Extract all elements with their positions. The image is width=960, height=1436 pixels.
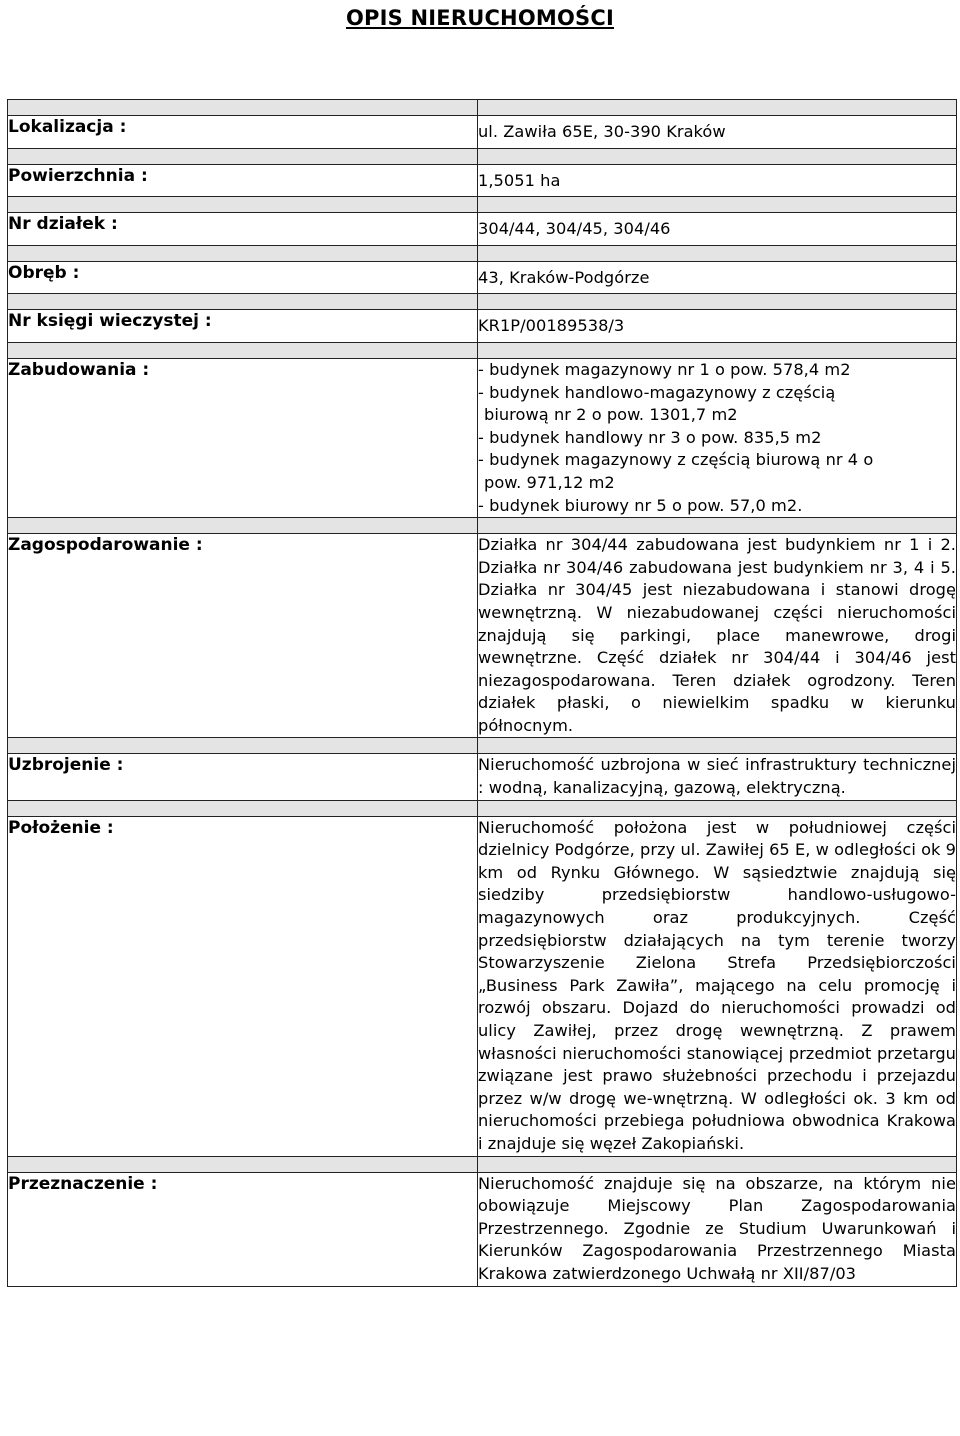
row-ksiega	[8, 310, 957, 343]
value-zabudowania	[478, 358, 957, 517]
row-zabudowania	[8, 358, 957, 517]
label-uzbrojenie: Uzbrojenie :	[8, 754, 478, 800]
spacer-row	[8, 342, 957, 358]
value-uzbrojenie: Nieruchomość uzbrojona w sieć infrastruktury technicznej : wodną, kanalizacyjną, gazową, elektryczną.	[478, 754, 957, 800]
row-powierzchnia	[8, 164, 957, 197]
label-obreb: Obręb :	[8, 261, 478, 294]
spacer-row	[8, 148, 957, 164]
spacer-row	[8, 518, 957, 534]
row-obreb	[8, 261, 957, 294]
row-zagospodarowanie	[8, 534, 957, 738]
label-powierzchnia: Powierzchnia :	[8, 164, 478, 197]
label-lokalizacja: Lokalizacja :	[8, 116, 478, 149]
label-przeznaczenie: Przeznaczenie :	[8, 1172, 478, 1286]
row-lokalizacja	[8, 116, 957, 149]
value-nr-dzialek: 304/44, 304/45, 304/46	[478, 213, 957, 246]
building-line: - budynek handlowo-magazynowy z częścią	[478, 382, 836, 402]
spacer-row	[8, 800, 957, 816]
label-ksiega: Nr księgi wieczystej :	[8, 310, 478, 343]
value-lokalizacja: ul. Zawiła 65E, 30-390 Kraków	[478, 116, 957, 149]
building-line: biurową nr 2 o pow. 1301,7 m2	[484, 405, 738, 425]
label-zabudowania: Zabudowania :	[8, 358, 478, 517]
spacer-row	[8, 294, 957, 310]
label-zagospodarowanie: Zagospodarowanie :	[8, 534, 478, 738]
row-nr-dzialek	[8, 213, 957, 246]
spacer-row	[8, 1156, 957, 1172]
row-polozenie	[8, 816, 957, 1156]
page-title: OPIS NIERUCHOMOŚCI	[346, 6, 614, 30]
value-przeznaczenie: Nieruchomość znajduje się na obszarze, na którym nie obowiązuje Miejscowy Plan Zagospodarowania Przestrzennego. Zgodnie ze Studium Uwarunkowań i Kierunków Zagospodarowania Przestrzennego Miasta Krakowa zatwierdzonego Uchwałą nr XII/87/03	[478, 1172, 957, 1286]
spacer-row	[8, 245, 957, 261]
value-powierzchnia: 1,5051 ha	[478, 164, 957, 197]
value-obreb: 43, Kraków-Podgórze	[478, 261, 957, 294]
property-table	[7, 99, 957, 1287]
spacer-row	[8, 738, 957, 754]
spacer-row	[8, 100, 957, 116]
value-ksiega: KR1P/00189538/3	[478, 310, 957, 343]
row-przeznaczenie	[8, 1172, 957, 1286]
label-nr-dzialek: Nr działek :	[8, 213, 478, 246]
label-polozenie: Położenie :	[8, 816, 478, 1156]
value-zagospodarowanie: Działka nr 304/44 zabudowana jest budynkiem nr 1 i 2. Działka nr 304/46 zabudowana jest budynkiem nr 3, 4 i 5. Działka nr 304/45 jest niezabudowana i stanowi drogę wewnętrzną. W niezabudowanej części nieruchomości znajdują się parkingi, place manewrowe, drogi wewnętrzne. Część działek nr 304/44 i 304/46 jest niezagospodarowana. Teren działek ogrodzony. Teren działek płaski, o niewielkim spadku w kierunku północnym.	[478, 534, 957, 738]
building-line: pow. 971,12 m2	[484, 472, 615, 492]
building-line: - budynek biurowy nr 5 o pow. 57,0 m2.	[478, 495, 803, 515]
spacer-row	[8, 197, 957, 213]
row-uzbrojenie	[8, 754, 957, 800]
building-line: - budynek magazynowy nr 1 o pow. 578,4 m2	[478, 359, 851, 379]
building-line: - budynek handlowy nr 3 o pow. 835,5 m2	[478, 427, 822, 447]
building-line: - budynek magazynowy z częścią biurową nr 4 o	[478, 450, 874, 470]
value-polozenie: Nieruchomość położona jest w południowej części dzielnicy Podgórze, przy ul. Zawiłej 65 E, w odległości ok 9 km od Rynku Głównego. W sąsiedztwie znajdują się siedziby przedsiębiorstw handlowo-usługowo-magazynowych oraz produkcyjnych. Część przedsiębiorstw działających na tym terenie tworzy Stowarzyszenie Zielona Strefa Przedsiębiorczości „Business Park Zawiła”, mającego na celu promocję i rozwój obszaru. Dojazd do nieruchomości prowadzi od ulicy Zawiłej, przez drogę wewnętrzną. Z prawem własności nieruchomości stanowiącej przedmiot przetargu związane jest prawo służebności przechodu i przejazdu przez w/w drogę we-wnętrzną. W odległości ok. 3 km od nieruchomości przebiega południowa obwodnica Krakowa i znajduje się węzeł Zakopiański.	[478, 816, 957, 1156]
